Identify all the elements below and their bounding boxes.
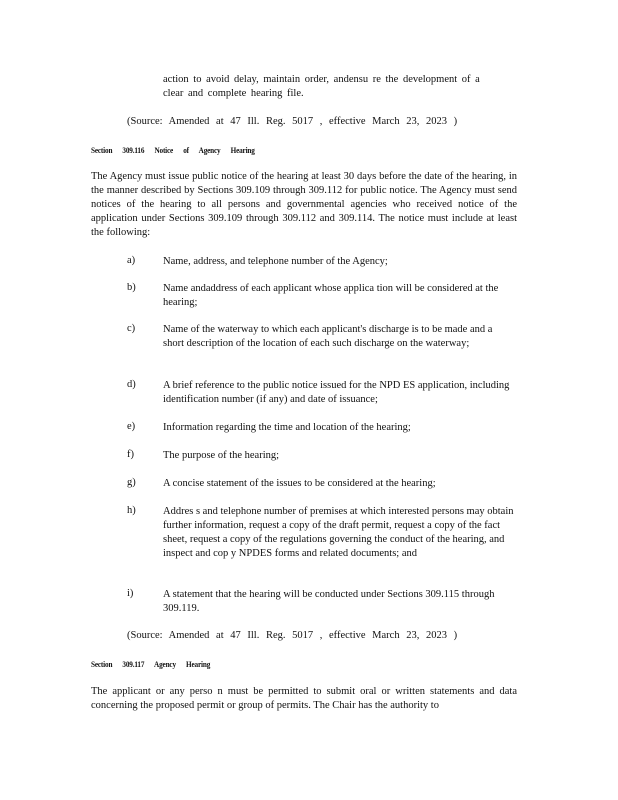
list-item-text: Information regarding the time and location of the hearing; <box>163 422 411 433</box>
list-item-label: a) <box>127 255 136 266</box>
source-note: (Source: Amended at 47 Ill. Reg. 5017 , effective March 23, 2023 ) <box>127 630 458 641</box>
section-309-117-paragraph: The applicant or any perso n must be permitted to submit oral or written statements and data concerning the proposed permit or group of permits. The Chair has the authority to <box>91 686 517 711</box>
list-item-label: c) <box>127 323 136 334</box>
section-heading-309-117: Section 309.117 Agency Hearing <box>91 659 211 669</box>
list-item-text: Name, address, and telephone number of the Agency; <box>163 256 388 267</box>
list-item-text: Name andaddress of each applicant whose applica tion will be considered at the hearing; <box>163 283 499 308</box>
list-item-label: e) <box>127 421 136 432</box>
list-item-label: h) <box>127 505 136 516</box>
source-note: (Source: Amended at 47 Ill. Reg. 5017 , effective March 23, 2023 ) <box>127 116 458 127</box>
list-item-label: g) <box>127 477 136 488</box>
section-309-116-paragraph: The Agency must issue public notice of the hearing at least 30 days before the date of the hearing, in the manner described by Sections 309.109 through 309.112 for public notice. The Agency must send notices of the hearing to all persons and governmental agencies who received notice of the application under Sections 309.109 through 309.112 and 309.114. The notice must include at least the following: <box>91 171 517 238</box>
list-item-text: Name of the waterway to which each applicant's discharge is to be made and a short description of the location of each such discharge on the waterway; <box>163 324 493 349</box>
list-item-label: d) <box>127 379 136 390</box>
list-item-text: Addres s and telephone number of premises at which interested persons may obtain further information, request a copy of the draft permit, request a copy of the fact sheet, request a copy of the regulations governing the conduct of the hearing, and inspect and cop y NPDES forms and related documents; and <box>163 506 514 559</box>
list-item-text: A concise statement of the issues to be considered at the hearing; <box>163 478 436 489</box>
list-item-label: f) <box>127 449 134 460</box>
continuation-line-1: action to avoid delay, maintain order, andensu re the development of a <box>163 74 480 85</box>
list-item-text: A statement that the hearing will be conducted under Sections 309.115 through 309.119. <box>163 589 495 614</box>
list-item-label: b) <box>127 282 136 293</box>
section-heading-309-116: Section 309.116 Notice of Agency Hearing <box>91 145 255 155</box>
list-item-text: The purpose of the hearing; <box>163 450 280 461</box>
list-item-label: i) <box>127 588 134 599</box>
list-item-text: A brief reference to the public notice issued for the NPD ES application, including identification number (if any) and date of issuance; <box>163 380 510 405</box>
continuation-line-2: clear and complete hearing file. <box>163 88 304 99</box>
